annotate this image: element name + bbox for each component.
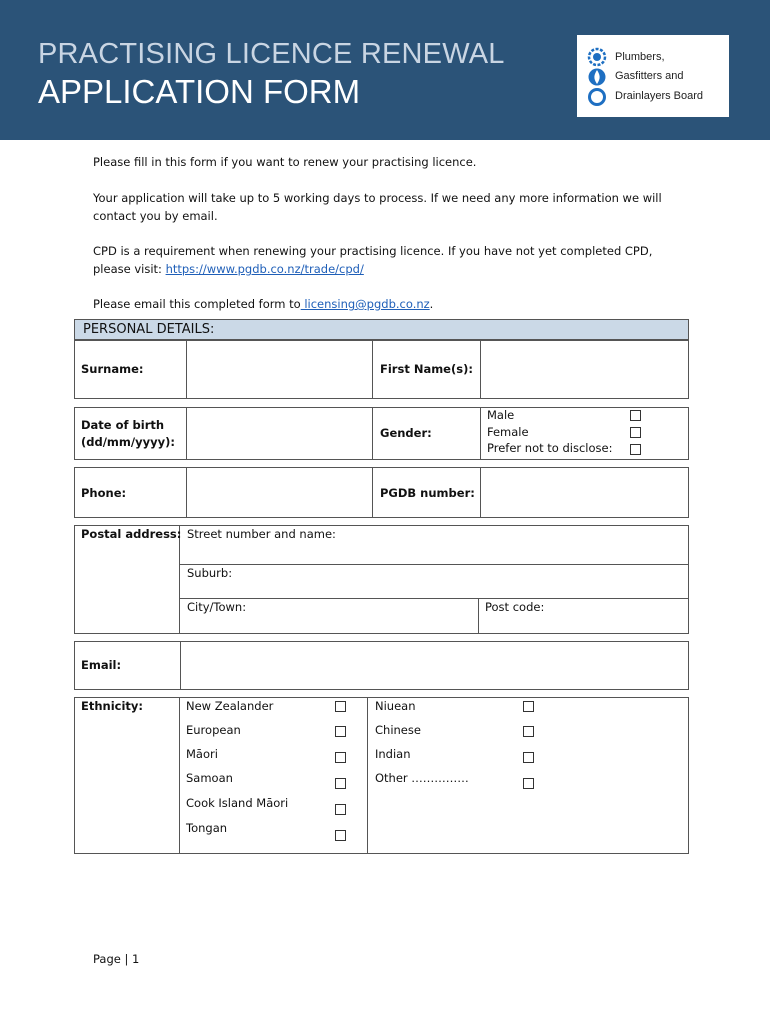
- ethnicity-european: European: [186, 723, 241, 737]
- ethnicity-samoan-checkbox[interactable]: [335, 778, 346, 789]
- ethnicity-indian: Indian: [375, 747, 411, 761]
- ethnicity-other-checkbox[interactable]: [523, 778, 534, 789]
- intro-paragraph-2-line2: contact you by email.: [93, 209, 218, 223]
- gender-option-undisclosed: Prefer not to disclose:: [487, 441, 613, 455]
- intro-paragraph-4: [93, 295, 433, 313]
- ethnicity-new-zealander: New Zealander: [186, 699, 274, 713]
- gear-logo-icon: [587, 47, 607, 67]
- first-names-input[interactable]: [480, 340, 689, 399]
- phone-label: Phone:: [81, 486, 127, 500]
- intro-paragraph-3-line1: CPD is a requirement when renewing your practising licence. If you have not yet completed CPD,: [93, 244, 653, 258]
- ethnicity-european-checkbox[interactable]: [335, 726, 346, 737]
- dob-label-line1: Date of birth: [81, 418, 165, 432]
- email-label: Email:: [81, 658, 122, 672]
- ethnicity-cook-island-maori-checkbox[interactable]: [335, 804, 346, 815]
- logo-text-line3: Drainlayers Board: [615, 90, 704, 102]
- surname-input[interactable]: [186, 340, 373, 399]
- flame-logo-icon: [587, 67, 607, 87]
- intro-paragraph-3-line2: [93, 260, 364, 278]
- page-number: Page | 1: [93, 952, 140, 966]
- dob-input[interactable]: [186, 407, 373, 460]
- cpd-link[interactable]: https://www.pgdb.co.nz/trade/cpd/: [165, 262, 364, 276]
- ethnicity-tongan-checkbox[interactable]: [335, 830, 346, 841]
- header-banner: [0, 0, 770, 140]
- ethnicity-niuean-checkbox[interactable]: [523, 701, 534, 712]
- ethnicity-cook-island-maori: Cook Island Māori: [186, 796, 289, 810]
- email-prefix: Please email this completed form to: [93, 297, 301, 311]
- licensing-email-link[interactable]: licensing@pgdb.co.nz: [300, 297, 430, 311]
- pgdb-number-input[interactable]: [480, 467, 689, 518]
- gender-label: Gender:: [380, 426, 432, 440]
- ethnicity-tongan: Tongan: [186, 821, 228, 835]
- postal-address-label: Postal address:: [81, 527, 182, 541]
- ethnicity-divider-1: [179, 697, 180, 854]
- drain-logo-icon: [587, 87, 607, 107]
- gender-undisclosed-checkbox[interactable]: [630, 444, 641, 455]
- ethnicity-label: Ethnicity:: [81, 699, 144, 713]
- intro-paragraph-2-line1: Your application will take up to 5 working days to process. If we need any more information we will: [93, 191, 662, 205]
- form-title-line1: PRACTISING LICENCE RENEWAL: [38, 38, 505, 70]
- form-title-line2: APPLICATION FORM: [38, 73, 361, 110]
- postcode-label: Post code:: [485, 600, 545, 614]
- dob-label-cell: [74, 407, 187, 460]
- personal-details-heading: PERSONAL DETAILS:: [74, 319, 689, 340]
- first-names-label: First Name(s):: [380, 362, 473, 376]
- ethnicity-chinese-checkbox[interactable]: [523, 726, 534, 737]
- cpd-prefix: please visit:: [93, 262, 166, 276]
- city-label: City/Town:: [187, 600, 247, 614]
- pgdb-logo: [577, 35, 729, 117]
- ethnicity-maori: Māori: [186, 747, 218, 761]
- gender-female-checkbox[interactable]: [630, 427, 641, 438]
- suburb-input[interactable]: [180, 565, 688, 598]
- gender-option-male: Male: [487, 408, 515, 422]
- surname-label: Surname:: [81, 362, 144, 376]
- suburb-label: Suburb:: [187, 566, 233, 580]
- street-label: Street number and name:: [187, 527, 336, 541]
- ethnicity-other: Other ……………: [375, 771, 469, 785]
- ethnicity-divider-2: [367, 697, 368, 854]
- phone-input[interactable]: [186, 467, 373, 518]
- ethnicity-new-zealander-checkbox[interactable]: [335, 701, 346, 712]
- ethnicity-chinese: Chinese: [375, 723, 421, 737]
- logo-text-line1: Plumbers,: [615, 51, 665, 63]
- email-input[interactable]: [180, 641, 689, 690]
- ethnicity-indian-checkbox[interactable]: [523, 752, 534, 763]
- ethnicity-samoan: Samoan: [186, 771, 233, 785]
- dob-label-line2: (dd/mm/yyyy):: [81, 435, 175, 449]
- logo-text-line2: Gasfitters and: [615, 70, 684, 82]
- gender-option-female: Female: [487, 425, 529, 439]
- intro-paragraph-1: Please fill in this form if you want to renew your practising licence.: [93, 155, 477, 169]
- gender-male-checkbox[interactable]: [630, 410, 641, 421]
- ethnicity-maori-checkbox[interactable]: [335, 752, 346, 763]
- ethnicity-niuean: Niuean: [375, 699, 416, 713]
- email-suffix: .: [429, 297, 434, 311]
- pgdb-number-label: PGDB number:: [380, 486, 475, 500]
